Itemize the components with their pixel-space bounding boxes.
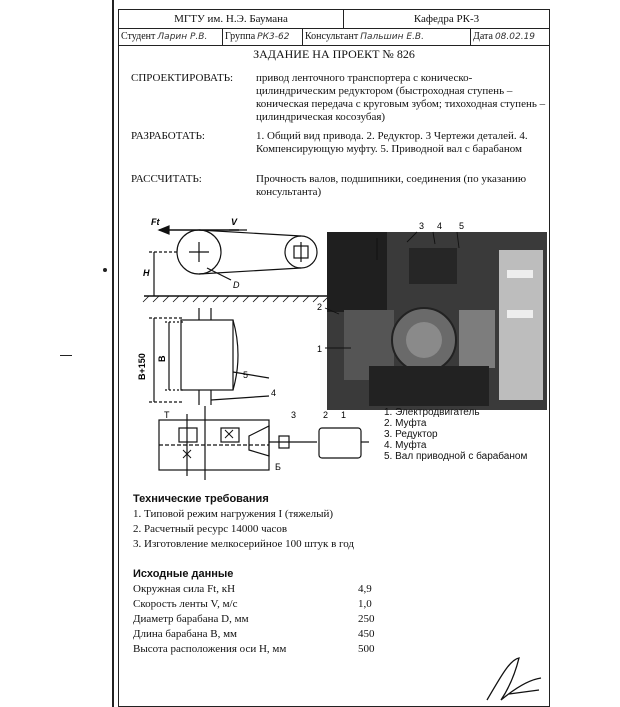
scan-margin-tick <box>103 268 107 272</box>
drum-view <box>149 308 269 405</box>
date-field: Дата 08.02.19 <box>473 31 536 42</box>
legend-item: 2. Муфта <box>384 418 427 429</box>
input-data-table <box>133 583 398 658</box>
photo-label-3: 3 <box>419 221 425 231</box>
label-4: 4 <box>271 388 277 398</box>
input-data-title: Исходные данные <box>133 568 234 580</box>
label-1: 1 <box>341 410 347 420</box>
legend-item: 3. Редуктор <box>384 429 438 440</box>
group-handwritten-text: РК3-62 <box>257 31 290 42</box>
label-ft: Ft <box>151 217 160 227</box>
tech-item: 3. Изготовление мелкосерийное 100 штук в год <box>133 538 355 550</box>
section-value: 1. Общий вид привода. 2. Редуктор. 3 Чертежи деталей. 4. Компенсирующую муфту. 5. Приводной вал с барабаном <box>256 130 528 155</box>
tech-requirements-list <box>133 507 354 552</box>
section-key: РАЗРАБОТАТЬ: <box>131 130 205 142</box>
label-v: V <box>231 217 238 227</box>
section-value: Прочность валов, подшипники, соединения (по указанию консультанта) <box>256 173 527 198</box>
label-2: 2 <box>323 410 329 420</box>
tech-item: 2. Расчетный ресурс 14000 часов <box>133 523 288 535</box>
student-field: Студент Ларин Р.В. <box>119 28 223 45</box>
scan-margin-mark <box>112 0 114 707</box>
legend-item: 4. Муфта <box>384 440 427 451</box>
student-signature-text: Ларин Р.В. <box>157 31 208 42</box>
gear-marks <box>183 430 233 458</box>
label-b150: B+150 <box>137 353 147 380</box>
section-value: привод ленточного транспортера с коническо-цилиндрическим редуктором (быстроходная ступень – коническая передача с круговым зубом; тихоходная ступень – цилиндрическая косозубая) <box>256 72 546 123</box>
department-name: Кафедра РК-3 <box>413 13 480 25</box>
input-row: Окружная сила Ft, кН 4,9 <box>133 583 372 595</box>
consultant-handwritten-text: Пальшин Е.В. <box>360 31 424 42</box>
consultant-field: Консультант Пальшин Е.В. <box>303 28 471 45</box>
ground-hatch <box>143 296 329 302</box>
photo-label-2: 2 <box>317 302 323 312</box>
photo-label-4: 4 <box>437 221 443 231</box>
label-b: B <box>157 355 167 362</box>
label-h: H <box>143 268 150 278</box>
input-row: Скорость ленты V, м/с 1,0 <box>133 598 372 610</box>
signature <box>479 650 549 706</box>
section-key: СПРОЕКТИРОВАТЬ: <box>131 72 234 84</box>
input-row: Высота расположения оси H, мм 500 <box>133 643 375 655</box>
gearbox-plan <box>159 406 369 480</box>
legend-item: 1. Электродвигатель <box>384 407 480 418</box>
page-title: ЗАДАНИЕ НА ПРОЕКТ № 826 <box>253 47 415 61</box>
label-b-letter: Б <box>275 462 281 472</box>
input-row: Длина барабана B, мм 450 <box>133 628 375 640</box>
photo-label-1: 1 <box>317 344 323 354</box>
parts-legend <box>384 407 527 462</box>
input-row: Диаметр барабана D, мм 250 <box>133 613 375 625</box>
label-t: T <box>164 410 170 420</box>
tech-item: 1. Типовой режим нагружения I (тяжелый) <box>133 508 334 520</box>
tech-requirements-title: Технические требования <box>133 493 269 505</box>
group-field: Группа РК3-62 <box>223 28 303 45</box>
photo-label-5: 5 <box>459 221 465 231</box>
legend-item: 5. Вал приводной с барабаном <box>384 451 528 462</box>
label-d: D <box>233 280 240 290</box>
scan-margin-tick <box>60 355 72 356</box>
label-3: 3 <box>291 410 297 420</box>
section-key: РАССЧИТАТЬ: <box>131 173 202 185</box>
date-handwritten-text: 08.02.19 <box>494 31 536 42</box>
university-name: МГТУ им. Н.Э. Баумана <box>119 10 344 28</box>
drive-photo <box>327 232 547 410</box>
assignment-sheet <box>118 9 550 707</box>
label-5: 5 <box>243 370 249 380</box>
